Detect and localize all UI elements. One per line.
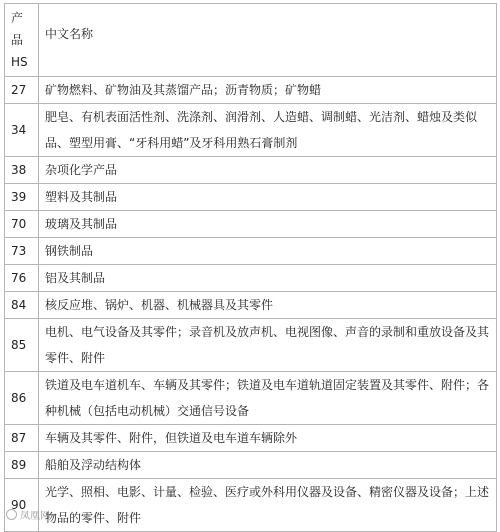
hs-code-cell: 84 [5,292,39,319]
hs-code-cell: 76 [5,265,39,292]
hs-code-header-line1: 产品 [11,11,24,47]
watermark-logo-icon [6,509,17,520]
product-name-cell [39,319,497,372]
product-name-cell: 核反应堆、锅炉、机器、机械器具及其零件 [39,292,497,319]
table-row [5,211,497,238]
hs-code-cell: 87 [5,425,39,452]
table-row [5,292,497,319]
hs-product-table [4,3,497,532]
product-name-cell [39,104,497,157]
hs-code-header [5,4,39,77]
product-name-cell: 塑料及其制品 [39,184,497,211]
table-header-row [5,4,497,77]
hs-code-cell: 73 [5,238,39,265]
watermark-text: 凤凰网 [20,511,50,522]
table-row [5,479,497,532]
table-row [5,452,497,479]
table-row [5,265,497,292]
product-name-cell: 杂项化学产品 [39,157,497,184]
chinese-name-header: 中文名称 [39,4,497,77]
hs-code-cell: 86 [5,372,39,425]
hs-code-cell: 70 [5,211,39,238]
table-row [5,184,497,211]
product-name-text: 铁道及电车道机车、车辆及其零件；铁道及电车道轨道固定装置及其零件、附件；各种机械（包括电动机械）交通信号设备 [45,378,490,418]
product-name-cell: 矿物燃料、矿物油及其蒸馏产品；沥青物质；矿物蜡 [39,77,497,104]
hs-code-cell: 85 [5,319,39,372]
watermark [6,507,50,522]
product-name-text: 肥皂、有机表面活性剂、洗涤剂、润滑剂、人造蜡、调制蜡、光洁剂、蜡烛及类似品、塑型用膏、“牙科用蜡”及牙科用熟石膏制剂 [45,110,478,150]
table-row [5,238,497,265]
table-row [5,77,497,104]
hs-code-cell: 38 [5,157,39,184]
product-name-text: 光学、照相、电影、计量、检验、医疗或外科用仪器及设备、精密仪器及设备；上述物品的零件、附件 [45,485,490,525]
product-name-cell: 钢铁制品 [39,238,497,265]
product-name-cell: 铝及其制品 [39,265,497,292]
hs-code-cell: 90 [5,479,39,532]
hs-code-cell: 27 [5,77,39,104]
product-name-cell: 车辆及其零件、附件，但铁道及电车道车辆除外 [39,425,497,452]
product-name-cell [39,479,497,532]
table-row [5,319,497,372]
hs-code-header-line2: HS [11,55,28,69]
table-row [5,104,497,157]
hs-code-cell: 89 [5,452,39,479]
table-row [5,425,497,452]
table-row [5,372,497,425]
hs-code-cell: 34 [5,104,39,157]
product-name-cell: 船舶及浮动结构体 [39,452,497,479]
product-name-text: 电机、电气设备及其零件；录音机及放声机、电视图像、声音的录制和重放设备及其零件、附件 [45,325,490,365]
hs-code-cell: 39 [5,184,39,211]
product-name-cell: 玻璃及其制品 [39,211,497,238]
table-row [5,157,497,184]
product-name-cell [39,372,497,425]
